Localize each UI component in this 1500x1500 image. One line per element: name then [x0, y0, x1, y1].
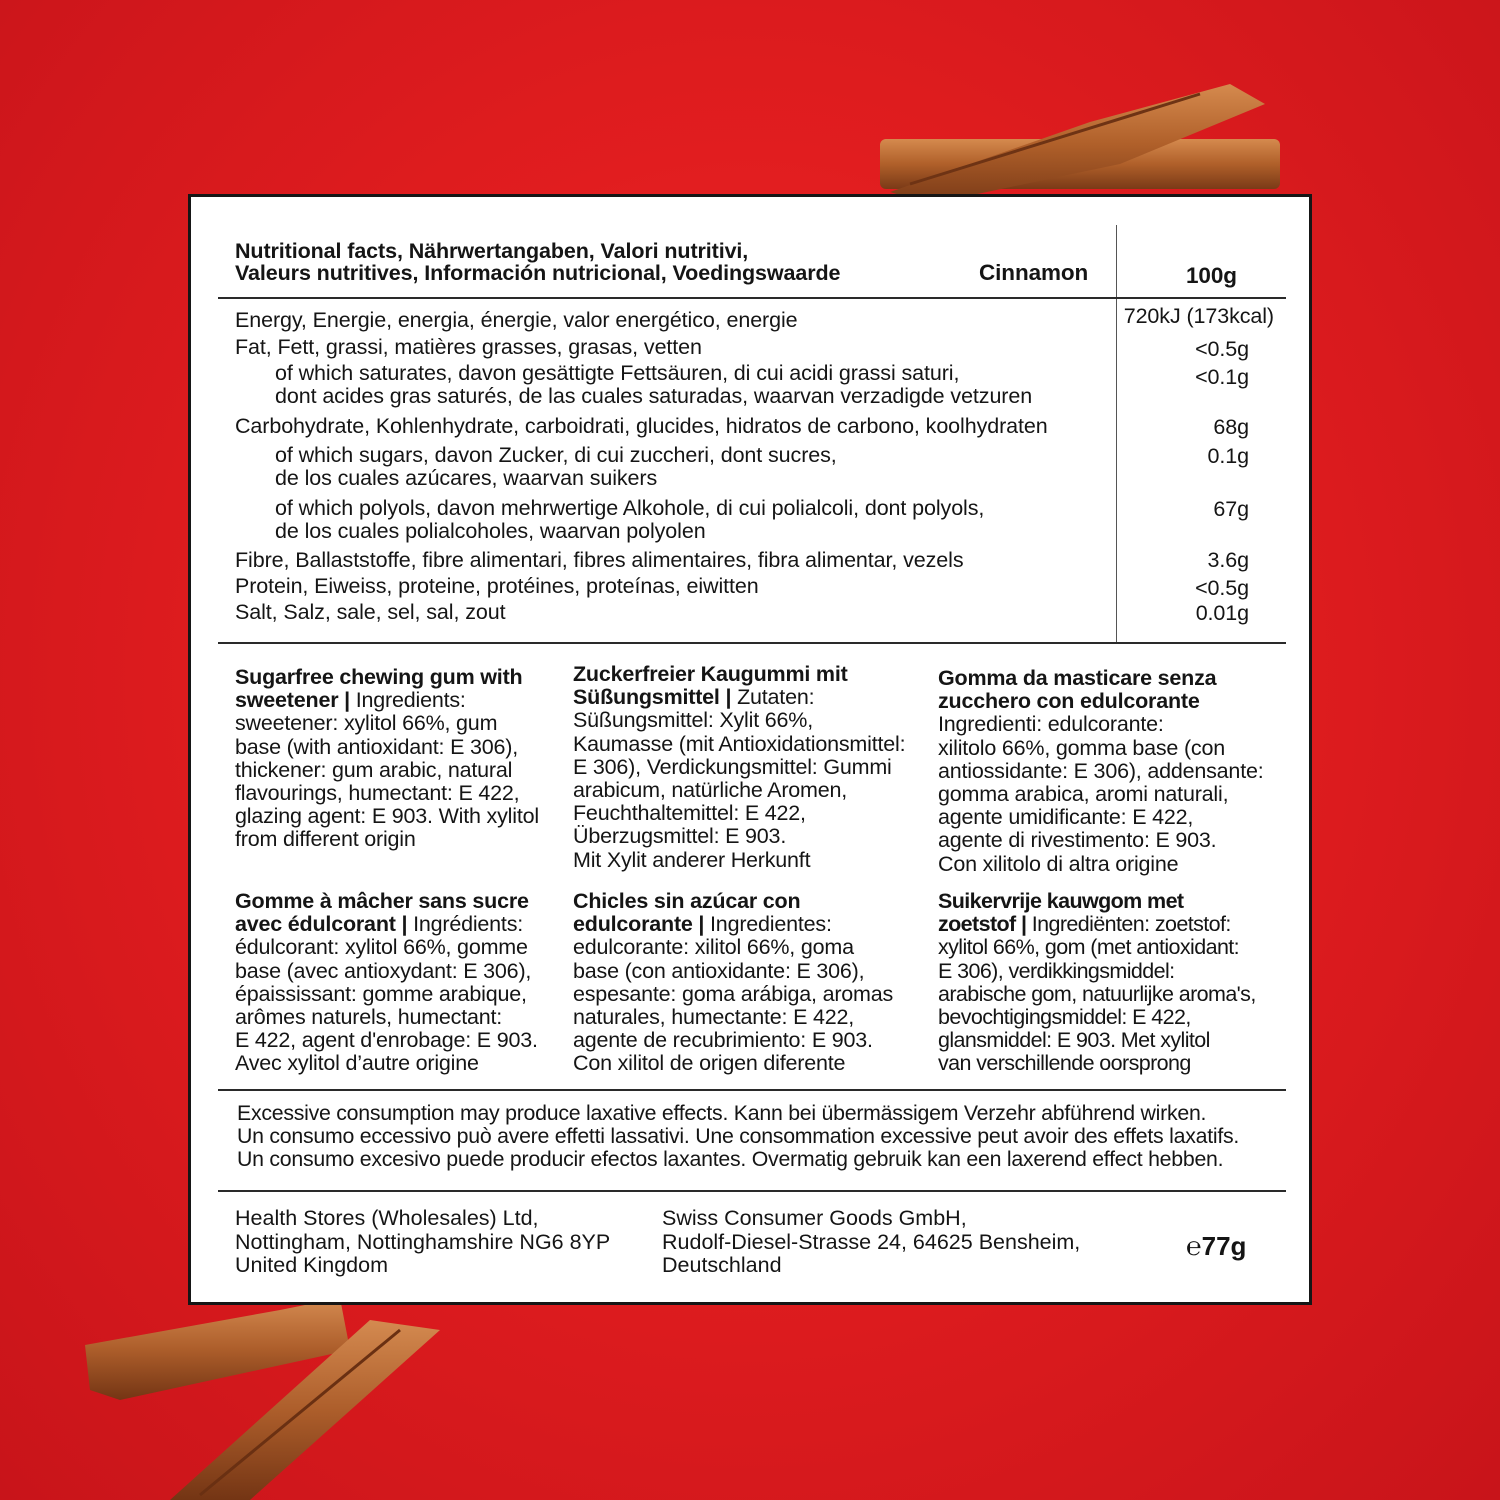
flavor-label: Cinnamon	[979, 260, 1089, 285]
net-weight-value: 77g	[1201, 1231, 1247, 1261]
cinnamon-stick-top-image	[870, 84, 1290, 204]
nutrient-value: 0.1g	[1207, 444, 1249, 468]
nutrient-label: Fat, Fett, grassi, matières grasses, grasas, vetten	[235, 335, 702, 359]
header-divider	[218, 297, 1286, 299]
de-address: Swiss Consumer Goods GmbH, Rudolf-Diesel-Strasse 24, 64625 Bensheim, Deutschland	[662, 1206, 1081, 1277]
cinnamon-stick-bottom-image	[80, 1290, 500, 1500]
net-weight	[1186, 1231, 1246, 1262]
ingredients-es-body: Ingredientes: edulcorante: xilitol 66%, goma base (con antioxidante: E 306), espesante: goma arábiga, aromas naturales, humectante: E 422, agente de recubrimiento: E 903. Con xilitol de origen diferente	[573, 912, 894, 1076]
ingredients-es-heading: Chicles sin azúcar con edulcorante |	[573, 889, 801, 937]
ingredients-nl-body: Ingrediënten: zoetstof: xylitol 66%, gom (met antioxidant: E 306), verdikkingsmiddel: arabische gom, natuurlijke aroma's, bevochtigingsmiddel: E 422, glansmiddel: E 903. Met xylitol van verschillende oorsprong	[938, 912, 1256, 1076]
nutrient-value: 67g	[1213, 497, 1249, 521]
ingredients-en	[235, 666, 565, 852]
warning-divider	[218, 1190, 1286, 1192]
ingredients-it-body: Ingredienti: edulcorante: xilitolo 66%, gomma base (con antiossidante: E 306), addensante: gomma arabica, aromi naturali, agente umidificante: E 422, agente di rivestimento: E 903. Con xilitolo di altra origine	[938, 712, 1264, 876]
nutrient-value: 720kJ (173kcal)	[1123, 304, 1274, 328]
ingredients-divider	[218, 1089, 1286, 1091]
nutrient-value: 0.01g	[1195, 601, 1249, 625]
ingredients-fr-heading: Gomme à mâcher sans sucre avec édulcorant |	[235, 889, 529, 937]
ingredients-de	[573, 663, 923, 872]
ingredients-it-heading: Gomma da masticare senza zucchero con edulcorante	[938, 666, 1217, 714]
laxative-warning: Excessive consumption may produce laxative effects. Kann bei übermässigem Verzehr abführend wirken. Un consumo eccessivo può avere effetti lassativi. Une consommation excessive peut avoir des effets laxatifs. Un consumo excesivo puede producir efectos laxantes. Overmatig gebruik kan een laxerend effect hebben.	[237, 1101, 1240, 1172]
nutrient-label: of which polyols, davon mehrwertige Alkohole, di cui polialcoli, dont polyols,	[275, 496, 985, 520]
ingredients-de-heading: Zuckerfreier Kaugummi mit Süßungsmittel |	[573, 662, 848, 710]
nutrient-label: Fibre, Ballaststoffe, fibre alimentari, fibres alimentaires, fibra alimentar, vezels	[235, 548, 964, 572]
estimated-sign-icon: ℮	[1186, 1231, 1202, 1261]
ingredients-en-heading: Sugarfree chewing gum with sweetener |	[235, 665, 523, 713]
ingredients-fr-body: Ingrédients: édulcorant: xylitol 66%, gomme base (avec antioxydant: E 306), épaississant: gomme arabique, arômes naturels, humectant: E 422, agent d'enrobage: E 903. Avec xylitol d’autre origine	[235, 912, 538, 1076]
nutrient-label-cont: de los cuales azúcares, waarvan suikers	[275, 466, 658, 490]
nutrient-label: of which saturates, davon gesättigte Fettsäuren, di cui acidi grassi saturi,	[275, 361, 960, 385]
ingredients-it	[938, 667, 1288, 876]
column-divider	[1116, 225, 1117, 643]
ingredients-fr	[235, 890, 565, 1076]
ingredients-nl	[938, 890, 1288, 1076]
nutrient-label-cont: dont acides gras saturés, de las cuales saturadas, waarvan verzadigde vetzuren	[275, 384, 1033, 408]
nutrient-value: <0.5g	[1195, 337, 1249, 361]
nutrient-label-cont: de los cuales polialcoholes, waarvan polyolen	[275, 519, 706, 543]
nutrient-value: 68g	[1213, 415, 1249, 439]
table-bottom-divider	[218, 642, 1286, 644]
nutrition-title-line1: Nutritional facts, Nährwertangaben, Valori nutritivi,	[235, 239, 749, 263]
nutrient-label: Salt, Salz, sale, sel, sal, zout	[235, 600, 506, 624]
nutrient-label: Carbohydrate, Kohlenhydrate, carboidrati, glucides, hidratos de carbono, koolhydraten	[235, 414, 1048, 438]
nutrient-value: <0.1g	[1195, 365, 1249, 389]
nutrient-value: <0.5g	[1195, 576, 1249, 600]
ingredients-nl-heading: Suikervrije kauwgom met zoetstof |	[938, 889, 1184, 937]
nutrition-label-card	[188, 194, 1312, 1305]
nutrient-label: Energy, Energie, energia, énergie, valor energético, energie	[235, 308, 798, 332]
nutrient-label: of which sugars, davon Zucker, di cui zuccheri, dont sucres,	[275, 443, 837, 467]
nutrition-title-line2: Valeurs nutritives, Información nutricional, Voedingswaarde	[235, 261, 841, 285]
nutrient-value: 3.6g	[1207, 548, 1249, 572]
ingredients-en-body: Ingredients: sweetener: xylitol 66%, gum base (with antioxidant: E 306), thickener: gum arabic, natural flavourings, humectant: E 422, glazing agent: E 903. With xylitol from different origin	[235, 688, 539, 852]
uk-address: Health Stores (Wholesales) Ltd, Nottingham, Nottinghamshire NG6 8YP United Kingdom	[235, 1206, 611, 1277]
per-100g-header: 100g	[1186, 263, 1237, 288]
nutrient-label: Protein, Eiweiss, proteine, protéines, proteínas, eiwitten	[235, 574, 759, 598]
ingredients-de-body: Zutaten: Süßungsmittel: Xylit 66%, Kaumasse (mit Antioxidationsmittel: E 306), Verdickungsmittel: Gummi arabicum, natürliche Aromen, Feuchthaltemittel: E 422, Überzugsmittel: E 903. Mit Xylit anderer Herkunft	[573, 685, 906, 872]
ingredients-es	[573, 890, 923, 1076]
